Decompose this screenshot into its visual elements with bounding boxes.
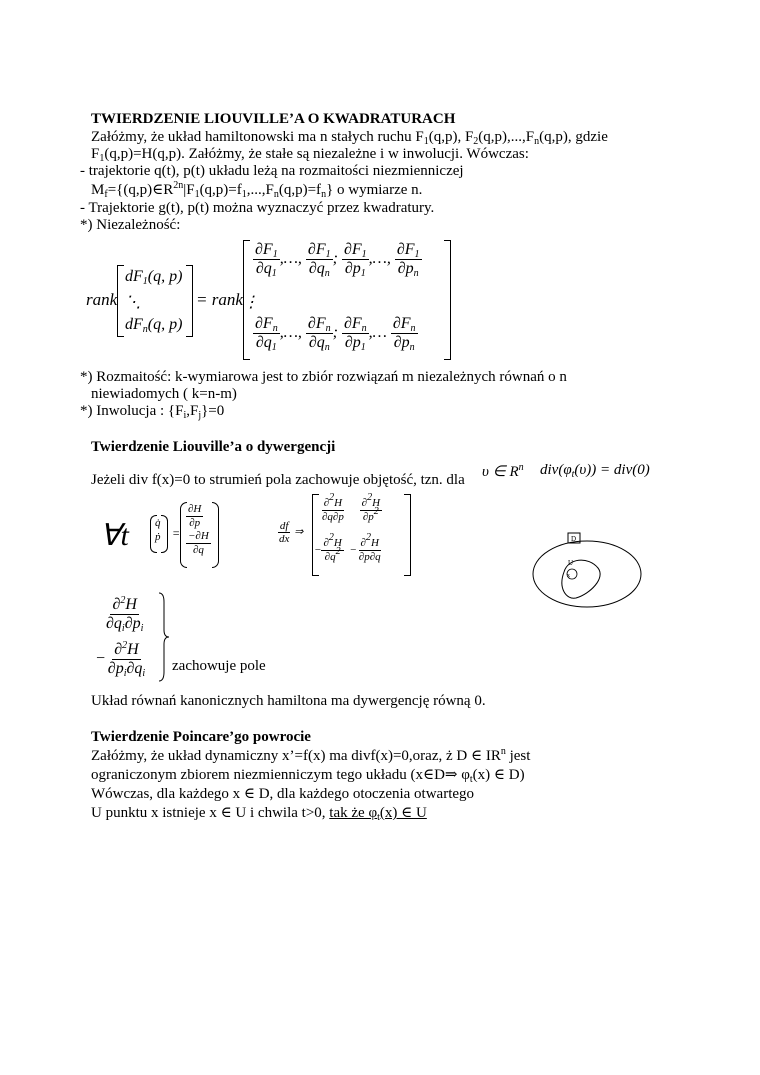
fig-label-D: D bbox=[571, 535, 577, 543]
phase-space-figure bbox=[528, 528, 648, 610]
manifold-note-cont: niewiadomych ( k=n-m) bbox=[91, 386, 237, 402]
hessian-matrix: − $\frac{\partial^2H}{\partial q^2}$ − $\frac{\partial^2H}{\partial p\partial q}$ bbox=[314, 532, 381, 563]
paren-right bbox=[161, 515, 168, 553]
matrix-dots: ⋱ bbox=[125, 294, 141, 311]
right-bracket bbox=[444, 240, 451, 360]
paragraph-line: Wówczas, dla każdego x ∈ D, dla każdego otoczenia otwartego bbox=[91, 786, 475, 802]
paren-right bbox=[212, 502, 219, 568]
state-vector: q̇ ṗ bbox=[155, 517, 161, 543]
forall-symbol: ∀t bbox=[100, 519, 129, 552]
paragraph-line: Załóżmy, że układ hamiltonowski ma n stałych ruchu $F_1(q,p)$, $F_2(q,p),...,F_n(q,p)$, gdzie bbox=[91, 129, 608, 147]
section-title-poincare: Twierdzenie Poincare’go powrocie bbox=[91, 729, 311, 745]
fig-label-U: U bbox=[568, 559, 574, 567]
equals-rank: = rank bbox=[196, 290, 243, 309]
right-bracket bbox=[404, 494, 411, 576]
manifold-definition: $M_f=\{(q,p)\in R^{2n}|F_1(q,p)=f_1,...,F_n(q,p)=f_n\}$ o wymiarze n. bbox=[91, 180, 423, 200]
bullet-item: - trajektorie q(t), p(t) układu leżą na rozmaitości niezmienniczej bbox=[80, 163, 464, 179]
math-expression: υ ∈ $R^n$ bbox=[482, 462, 524, 480]
df-dx: $\frac{df}{dx}$ ⇒ bbox=[279, 520, 304, 545]
paragraph-line: Załóżmy, że układ dynamiczny x’=f(x) ma divf(x)=0,oraz, ż D ∈ $IR^n$ jest bbox=[91, 746, 531, 764]
paragraph-line: $F_1(q,p)=H(q,p)$. Załóżmy, że stałe są niezależne i w inwolucji. Wówczas: bbox=[91, 146, 529, 164]
hamilton-derivatives: − $\frac{\partial^2H}{\partial p_i\partial q_i}$ bbox=[95, 640, 146, 679]
canonical-conclusion: Układ równań kanonicznych hamiltona ma dywergencję równą 0. bbox=[91, 693, 486, 709]
vertical-dots: ⋮ bbox=[243, 294, 259, 311]
paragraph-line: ograniczonym zbiorem niezmienniczym tego układu (x∈D⇒ $\varphi_t(x)$ ∈ D) bbox=[91, 767, 525, 785]
matrix-entry: $dF_n(q$, p) bbox=[125, 316, 183, 335]
section-title-quadratures: TWIERDZENIE LIOUVILLE’A O KWADRATURACH bbox=[91, 111, 456, 127]
preserves-area: zachowuje pole bbox=[172, 658, 266, 674]
right-bracket bbox=[186, 265, 193, 337]
fig-label-x: x bbox=[567, 573, 570, 579]
jacobian-row: $\frac{\partial F_n}{\partial q_1}$ ,…, $\frac{\partial F_n}{\partial q_n}$ ; $\frac{\partial F_n}{\partial p_1}$ ,… $\frac{\partial F_n}{\partial p_n}$ bbox=[255, 315, 416, 353]
paragraph-line: U punktu x istnieje x ∈ U i chwila t>0, tak że $\varphi_t(x)$ ∈ U bbox=[91, 805, 427, 823]
independence-label: *) Niezależność: bbox=[80, 217, 181, 233]
hamilton-derivatives: $\frac{\partial^2H}{\partial q_i\partial p_i}$ bbox=[106, 595, 144, 634]
bullet-item: - Trajektorie g(t), p(t) można wyznaczyć przez kwadratury. bbox=[80, 200, 435, 216]
involution-note: *) Inwolucja : $\{F_i,F_j\}=0$ bbox=[80, 403, 225, 421]
left-bracket bbox=[243, 240, 250, 360]
math-expression: $div(\varphi_t(\upsilon)) = div(0)$ bbox=[540, 462, 650, 480]
right-brace bbox=[158, 592, 170, 682]
rank-label: rank bbox=[86, 290, 118, 309]
jacobian-row: $\frac{\partial F_1}{\partial q_1}$ ,…, $\frac{\partial F_1}{\partial q_n}$ ; $\frac{\partial F_1}{\partial p_1}$ ,…, $\frac{\partial F_1}{\partial p_n}$ bbox=[255, 241, 420, 279]
matrix-entry: $dF_1(q$, p) bbox=[125, 268, 183, 287]
hamilton-vector: $\frac{\partial H}{\partial p}$ $\frac{-\partial H}{\partial q}$ bbox=[188, 503, 209, 556]
section-title-divergence: Twierdzenie Liouville’a o dywergencji bbox=[91, 439, 336, 455]
left-bracket bbox=[117, 265, 124, 337]
hessian-matrix: $\frac{\partial^2H}{\partial q\partial p}$ $\frac{\partial^2H}{\partial p^2}$ bbox=[322, 492, 381, 523]
manifold-note: *) Rozmaitość: k-wymiarowa jest to zbiór rozwiązań m niezależnych równań o n bbox=[80, 369, 567, 385]
paragraph-line: Jeżeli div f(x)=0 to strumień pola zachowuje objętość, tzn. dla bbox=[91, 472, 465, 488]
